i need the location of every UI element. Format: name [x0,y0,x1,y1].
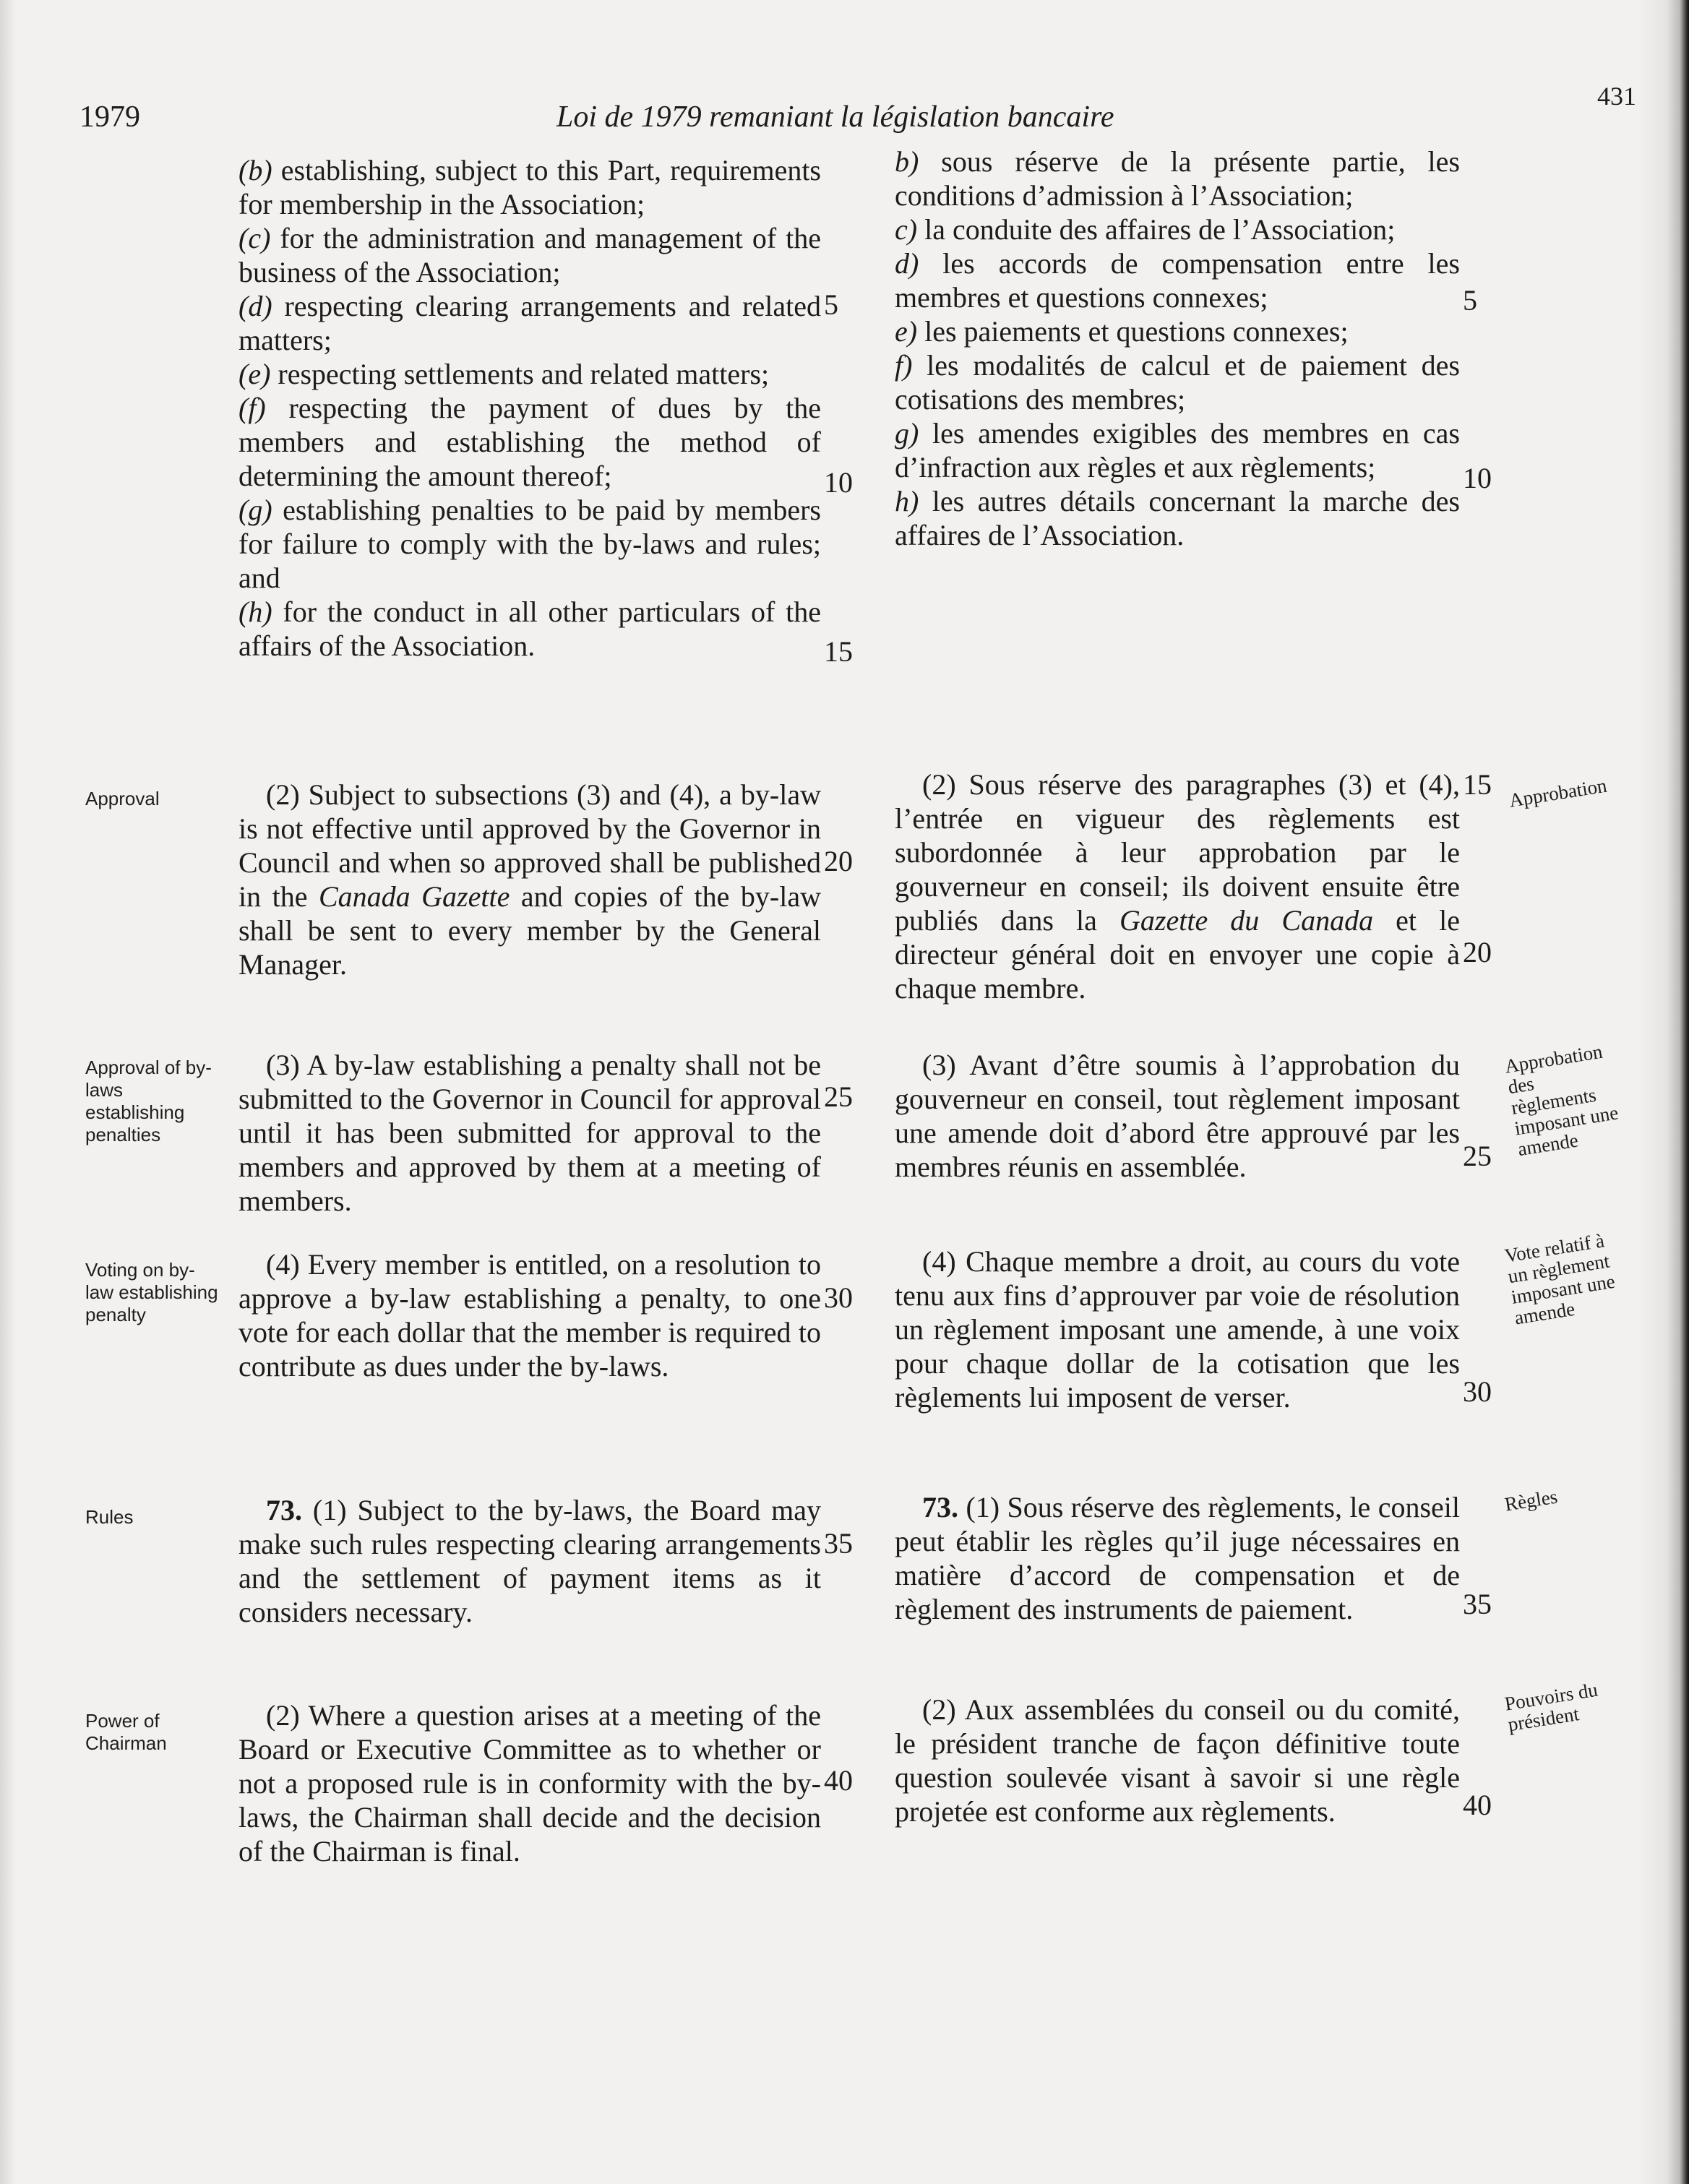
margin-note-voting: Voting on by-law establishing penalty [85,1259,218,1325]
margin-note-chairman: Power of Chairman [85,1710,167,1754]
page-gutter-shadow [0,0,16,2184]
line-number-fr-5: 5 [1463,284,1477,317]
line-number-fr-35: 35 [1463,1588,1492,1620]
line-number-fr-10: 10 [1463,462,1492,494]
line-number-en-25: 25 [824,1080,853,1113]
fr-section-73-1: 73. (1) Sous réserve des règlements, le conseil peut établir les règles qu’il juge nécessaires en matière d’accord de compensation et de règlement des instruments de paiement. [895,1491,1460,1625]
english-list [238,153,821,663]
fr-item-e: e) les paiements et questions connexes; [895,315,1349,348]
en-item-g: (g) establishing penalties to be paid by members for failure to comply with the by-laws and rules; and [238,494,821,594]
header-year: 1979 [79,100,140,134]
french-list [895,145,1460,552]
margin-note-approbation: Approbation [1507,774,1609,812]
fr-item-c: c) la conduite des affaires de l’Association; [895,213,1396,246]
en-item-d: (d) respecting clearing arrangements and related matters; [238,290,821,356]
margin-note-vote: Vote relatif à un règlement imposant une amende [1503,1229,1617,1329]
margin-note-pouvoirs: Pouvoirs du président [1503,1678,1599,1736]
en-subsection-3: (3) A by-law establishing a penalty shall not be submitted to the Governor in Council for approval until it has been submitted for approval to the members and approved by them at a meeting of members. [238,1049,821,1217]
en-item-b: (b) establishing, subject to this Part, requirements for membership in the Association; [238,154,821,220]
en-item-h: (h) for the conduct in all other particulars of the affairs of the Association. [238,596,821,662]
margin-note-rules: Rules [85,1506,134,1528]
fr-item-d: d) les accords de compensation entre les membres et questions connexes; [895,247,1460,314]
fr-item-h: h) les autres détails concernant la marche des affaires de l’Association. [895,485,1460,551]
en-section-73-1: 73. (1) Subject to the by-laws, the Board may make such rules respecting clearing arrangements and the settlement of payment items as it considers necessary. [238,1494,821,1628]
line-number-fr-40: 40 [1463,1789,1492,1821]
margin-note-approval: Approval [85,788,160,809]
fr-subsection-3: (3) Avant d’être soumis à l’approbation du gouverneur en conseil, tout règlement imposant une amende doit d’abord être approuvé par les membres réunis en assemblée. [895,1049,1460,1183]
line-number-fr-20: 20 [1463,936,1492,968]
fr-item-g: g) les amendes exigibles des membres en cas d’infraction aux règles et aux règlements; [895,417,1460,483]
line-number-en-5: 5 [824,288,838,321]
header-title: Loi de 1979 remaniant la législation bancaire [556,100,1114,134]
margin-note-regles: Règles [1503,1485,1560,1516]
fr-section-73-2: (2) Aux assemblées du conseil ou du comité, le président tranche de façon définitive toute question soulevée visant à savoir si une règle projetée est conforme aux règlements. [895,1693,1460,1828]
en-item-c: (c) for the administration and management of the business of the Association; [238,222,821,288]
line-number-en-10: 10 [824,466,853,499]
line-number-fr-25: 25 [1463,1140,1492,1172]
line-number-fr-30: 30 [1463,1375,1492,1408]
en-subsection-2: (2) Subject to subsections (3) and (4), a by-law is not effective until approved by the Governor in Council and when so approved shall be published in the Canada Gazette and copies of the by-law shall be sent to every member by the General Manager. [238,778,821,981]
en-item-e: (e) respecting settlements and related matters; [238,358,770,390]
en-item-f: (f) respecting the payment of dues by the members and establishing the method of determining the amount thereof; [238,392,821,492]
page-number: 431 [1597,82,1636,111]
line-number-en-40: 40 [824,1764,853,1797]
fr-item-b: b) sous réserve de la présente partie, les conditions d’admission à l’Association; [895,145,1460,212]
fr-subsection-4: (4) Chaque membre a droit, au cours du vote tenu aux fins d’approuver par voie de résolution un règlement imposant une amende, à une voix pour chaque dollar de la cotisation que les règlements lui imposent de verser. [895,1245,1460,1414]
line-number-en-20: 20 [824,845,853,877]
margin-note-approbation-amende: Approbation des règlements imposant une amende [1503,1040,1620,1161]
margin-note-approval-penalties: Approval of by-laws establishing penalties [85,1057,212,1145]
en-section-73-2: (2) Where a question arises at a meeting of the Board or Executive Committee as to whether or not a proposed rule is in conformity with the by-laws, the Chairman shall decide and the decision of the Chairman is final. [238,1699,821,1867]
line-number-en-30: 30 [824,1281,853,1314]
fr-item-f: f) les modalités de calcul et de paiement des cotisations des membres; [895,349,1460,416]
line-number-fr-15: 15 [1463,768,1492,801]
en-subsection-4: (4) Every member is entitled, on a resolution to approve a by-law establishing a penalty, to one vote for each dollar that the member is required to contribute as dues under the by-laws. [238,1248,821,1383]
line-number-en-35: 35 [824,1527,853,1560]
line-number-en-15: 15 [824,635,853,668]
fr-subsection-2: (2) Sous réserve des paragraphes (3) et (4), l’entrée en vigueur des règlements est subordonnée à leur approbation par le gouverneur en conseil; ils doivent ensuite être publiés dans la Gazette du Canada et le directeur général doit en envoyer une copie à chaque membre. [895,768,1460,1005]
page-edge-shadow [1638,0,1689,2184]
